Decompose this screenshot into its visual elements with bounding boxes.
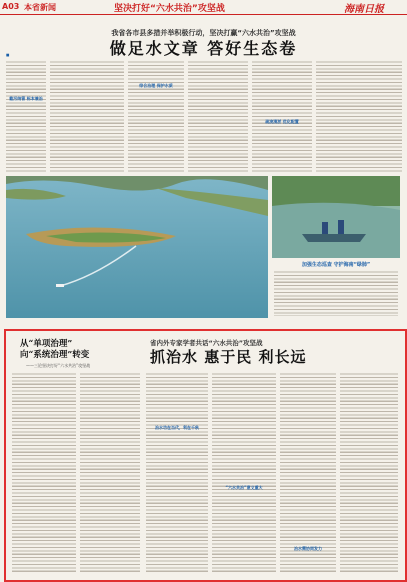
lead-column-4 xyxy=(188,60,248,172)
patrol-boat-image xyxy=(272,176,400,258)
expert-column-2 xyxy=(212,372,276,574)
lead-column-2 xyxy=(50,60,124,172)
lead-subhead-2: 综合治理 保护水质 xyxy=(139,83,173,88)
expert-title: 抓治水 惠于民 利长远 xyxy=(150,348,307,366)
expert-column-1 xyxy=(146,372,208,574)
side-photo-caption: 加强生态巡查 守护海南“绿肺” xyxy=(301,262,371,268)
expert-column-3 xyxy=(280,372,336,574)
section-name: 本省新闻 xyxy=(24,3,56,12)
commentary-subtitle: ——三论坚决打好“六水共治”攻坚战 xyxy=(26,363,91,368)
lead-column-1 xyxy=(6,60,46,172)
expert-subhead-2: “六水共治”意义重大 xyxy=(225,485,263,490)
lead-subtitle: 我省各市县多措并举积极行动，坚决打赢“六水共治”攻坚战 xyxy=(111,29,296,37)
commentary-title-line-1: 从“单项治理” xyxy=(20,339,73,349)
lead-title: 做足水文章 答好生态卷 xyxy=(109,39,298,58)
reporter-tag: ■ xyxy=(6,53,10,57)
page-header xyxy=(0,0,407,15)
main-photo xyxy=(6,176,268,318)
lead-subhead-3: 疏浚清淤 优化配置 xyxy=(265,119,299,124)
commentary-title-line-2: 向“系统治理”转变 xyxy=(20,350,90,360)
side-photo xyxy=(272,176,400,258)
expert-subhead-1: 治水功在当代，利在千秋 xyxy=(155,425,199,430)
lead-column-5 xyxy=(252,60,312,172)
page-number: A03 xyxy=(2,2,20,11)
reservoir-aerial-image xyxy=(6,176,268,318)
commentary-title xyxy=(20,339,89,361)
lead-subhead-1: 截污纳管 标本兼治 xyxy=(9,96,43,101)
commentary-column-2 xyxy=(80,372,140,574)
lead-column-6 xyxy=(316,60,402,172)
lead-column-3 xyxy=(128,60,184,172)
banner-title: 坚决打好“六水共治”攻坚战 xyxy=(114,4,225,14)
expert-column-4 xyxy=(340,372,398,574)
commentary-column-1 xyxy=(12,372,76,574)
expert-subhead-3: 治水需协同发力 xyxy=(294,546,322,551)
expert-subtitle: 省内外专家学者共话“六水共治”攻坚战 xyxy=(150,339,263,347)
side-photo-text xyxy=(274,270,398,316)
newspaper-logo: 海南日报 xyxy=(344,4,384,15)
